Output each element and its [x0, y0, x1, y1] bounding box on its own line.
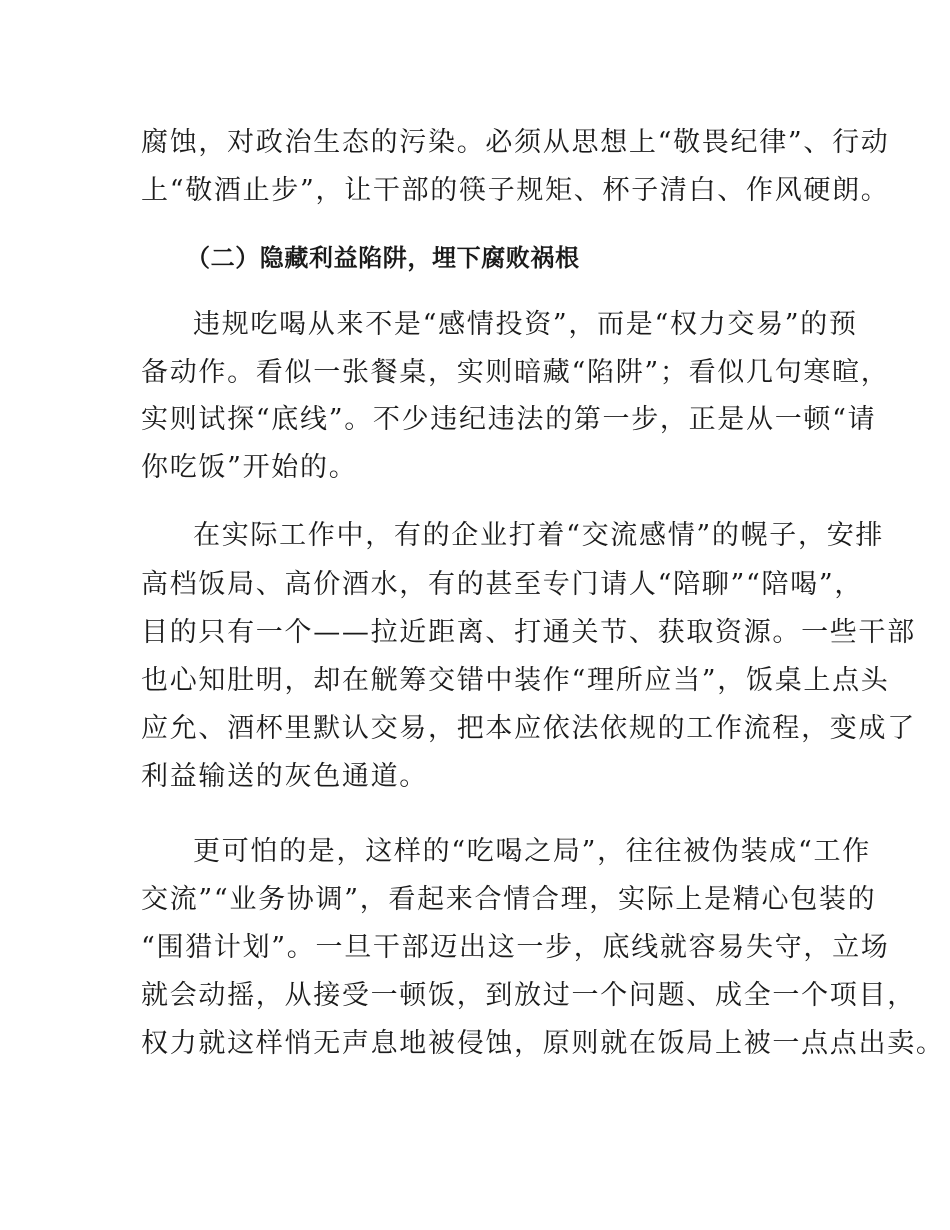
paragraph-line: 就会动摇，从接受一顿饭，到放过一个问题、成全一个项目，	[141, 980, 916, 1011]
paragraph-line: 权力就这样悄无声息地被侵蚀，原则就在饭局上被一点点出卖。	[141, 1028, 945, 1059]
paragraph-line: 违规吃喝从来不是“感情投资”，而是“权力交易”的预	[193, 309, 858, 340]
paragraph-line: 高档饭局、高价酒水，有的甚至专门请人“陪聊”“陪喝”，	[141, 569, 864, 600]
paragraph-line: 上“敬酒止步”，让干部的筷子规矩、杯子清白、作风硬朗。	[141, 175, 890, 206]
paragraph-line: 实则试探“底线”。不少违纪违法的第一步，正是从一顿“请	[141, 404, 877, 435]
paragraph-line: 备动作。看似一张餐桌，实则暗藏“陷阱”；看似几句寒暄，	[141, 357, 890, 388]
paragraph-line: 交流”“业务协调”，看起来合情合理，实际上是精心包装的	[141, 884, 877, 915]
paragraph-line: 也心知肚明，却在觥筹交错中装作“理所应当”，饭桌上点头	[141, 665, 890, 696]
section-heading: （二）隐藏利益陷阱，埋下腐败祸根	[186, 244, 580, 272]
paragraph-line: 更可怕的是，这样的“吃喝之局”，往往被伪装成“工作	[193, 836, 871, 867]
paragraph-line: 在实际工作中，有的企业打着“交流感情”的幌子，安排	[193, 520, 885, 551]
paragraph-line: 你吃饭”开始的。	[141, 452, 358, 483]
paragraph-line: 应允、酒杯里默认交易，把本应依法依规的工作流程，变成了	[141, 713, 916, 744]
paragraph-line: 目的只有一个——拉近距离、打通关节、获取资源。一些干部	[141, 617, 916, 648]
paragraph-line: “围猎计划”。一旦干部迈出这一步，底线就容易失守，立场	[141, 932, 890, 963]
paragraph-line: 利益输送的灰色通道。	[141, 761, 428, 792]
paragraph-line: 腐蚀，对政治生态的污染。必须从思想上“敬畏纪律”、行动	[141, 127, 890, 158]
